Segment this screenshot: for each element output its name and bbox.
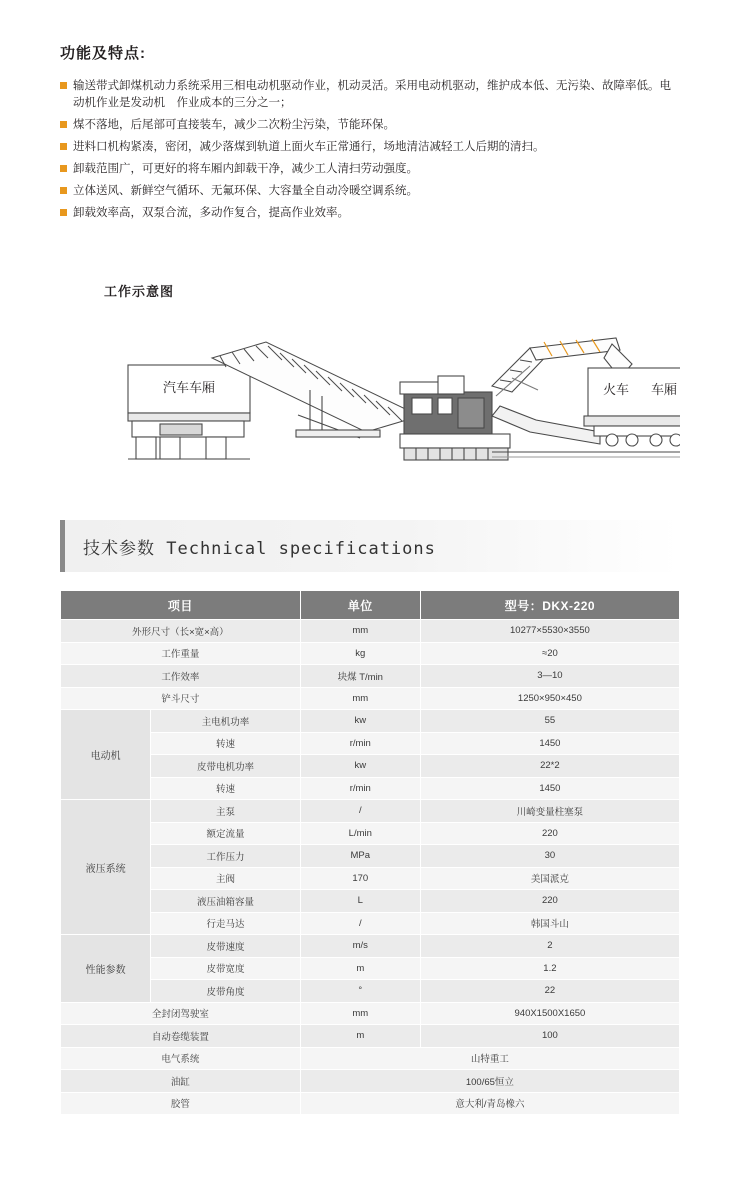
feature-item — [60, 205, 680, 222]
header-model: 型号：DKX-220 — [420, 591, 679, 620]
feature-text: 进料口机构紧凑，密闭，减少落煤到轨道上面火车正常通行，场地清洁减轻工人后期的清扫。 — [73, 141, 545, 153]
feature-text: 立体送风、新鲜空气循环、无氟环保、大容量全自动冷暖空调系统。 — [73, 185, 418, 197]
row-value: 30 — [420, 845, 679, 868]
row-value: 1.2 — [420, 957, 679, 980]
row-unit: kw — [300, 710, 420, 733]
row-item: 皮带速度 — [151, 935, 301, 958]
table-row — [61, 845, 680, 868]
truck-label: 汽车车厢 — [162, 381, 216, 396]
row-item: 主电机功率 — [151, 710, 301, 733]
feature-text: 煤不落地，后尾部可直接装车，减少二次粉尘污染，节能环保。 — [73, 119, 395, 131]
row-value: 韩国斗山 — [420, 912, 679, 935]
row-item: 外形尺寸（长×宽×高） — [61, 620, 301, 643]
row-value: 10277×5530×3550 — [420, 620, 679, 643]
row-value: 55 — [420, 710, 679, 733]
row-unit: 块煤 T/min — [300, 665, 420, 688]
row-value: 940X1500X1650 — [420, 1002, 679, 1025]
row-unit: 170 — [300, 867, 420, 890]
row-unit: r/min — [300, 777, 420, 800]
row-unit: L — [300, 890, 420, 913]
table-row — [61, 1047, 680, 1070]
row-value: 1450 — [420, 732, 679, 755]
header-item: 项目 — [61, 591, 301, 620]
row-item: 主阀 — [151, 867, 301, 890]
banner-accent-bar — [60, 520, 65, 572]
row-value: 100 — [420, 1025, 679, 1048]
row-unit: m — [300, 957, 420, 980]
diagram-heading: 工作示意图 — [104, 284, 175, 299]
row-value: 川崎变量柱塞泵 — [420, 800, 679, 823]
table-row — [61, 687, 680, 710]
row-unit: mm — [300, 620, 420, 643]
row-item: 主泵 — [151, 800, 301, 823]
table-row — [61, 777, 680, 800]
specs-banner — [60, 520, 680, 572]
row-item: 转速 — [151, 777, 301, 800]
row-item: 电气系统 — [61, 1047, 301, 1070]
row-unit: r/min — [300, 732, 420, 755]
bullet-icon — [60, 121, 67, 128]
bullet-icon — [60, 209, 67, 216]
table-row — [61, 867, 680, 890]
table-row — [61, 755, 680, 778]
table-row — [61, 665, 680, 688]
table-row — [61, 1025, 680, 1048]
row-item: 液压油箱容量 — [151, 890, 301, 913]
table-row — [61, 935, 680, 958]
row-value: 1250×950×450 — [420, 687, 679, 710]
row-value: 220 — [420, 890, 679, 913]
header-unit: 单位 — [300, 591, 420, 620]
table-row — [61, 1070, 680, 1093]
feature-item — [60, 161, 680, 178]
train-label-1: 火车 — [602, 383, 630, 398]
working-diagram — [60, 320, 680, 495]
features-list — [60, 78, 680, 227]
feature-item — [60, 117, 680, 134]
row-unit: m/s — [300, 935, 420, 958]
feature-item — [60, 183, 680, 200]
row-item: 皮带电机功率 — [151, 755, 301, 778]
row-value: 100/65恒立 — [300, 1070, 679, 1093]
row-unit: kg — [300, 642, 420, 665]
feature-item — [60, 78, 680, 112]
table-row — [61, 1002, 680, 1025]
row-unit: kw — [300, 755, 420, 778]
table-body — [61, 620, 680, 1115]
row-value: 22 — [420, 980, 679, 1003]
table-row — [61, 732, 680, 755]
bullet-icon — [60, 187, 67, 194]
row-item: 皮带角度 — [151, 980, 301, 1003]
feature-text: 卸载范围广，可更好的将车厢内卸载干净，减少工人清扫劳动强度。 — [73, 163, 418, 175]
row-value: 22*2 — [420, 755, 679, 778]
table-row — [61, 1092, 680, 1115]
table-row — [61, 822, 680, 845]
train-label-2: 车厢 — [650, 383, 678, 398]
row-unit: / — [300, 912, 420, 935]
row-item: 工作重量 — [61, 642, 301, 665]
table-row — [61, 620, 680, 643]
row-item: 油缸 — [61, 1070, 301, 1093]
row-item: 铲斗尺寸 — [61, 687, 301, 710]
row-value: 2 — [420, 935, 679, 958]
table-row — [61, 912, 680, 935]
bullet-icon — [60, 82, 67, 89]
row-unit: ° — [300, 980, 420, 1003]
row-value: 意大利/青岛橡六 — [300, 1092, 679, 1115]
row-group-label: 液压系统 — [61, 800, 151, 935]
row-item: 工作压力 — [151, 845, 301, 868]
row-group-label: 电动机 — [61, 710, 151, 800]
feature-text: 卸载效率高，双泵合流，多动作复合，提高作业效率。 — [73, 207, 349, 219]
feature-item — [60, 139, 680, 156]
row-value: ≈20 — [420, 642, 679, 665]
row-item: 皮带宽度 — [151, 957, 301, 980]
row-unit: L/min — [300, 822, 420, 845]
row-item: 行走马达 — [151, 912, 301, 935]
row-unit: mm — [300, 1002, 420, 1025]
specs-banner-text: 技术参数 Technical specifications — [83, 538, 436, 559]
row-item: 自动卷缆装置 — [61, 1025, 301, 1048]
machine-illustration — [60, 320, 680, 495]
row-unit: MPa — [300, 845, 420, 868]
table-row — [61, 957, 680, 980]
row-group-label: 性能参数 — [61, 935, 151, 1003]
table-row — [61, 980, 680, 1003]
bullet-icon — [60, 143, 67, 150]
bullet-icon — [60, 165, 67, 172]
table-row — [61, 800, 680, 823]
features-heading: 功能及特点: — [60, 45, 146, 62]
row-item: 工作效率 — [61, 665, 301, 688]
row-item: 转速 — [151, 732, 301, 755]
row-value: 220 — [420, 822, 679, 845]
row-item: 全封闭驾驶室 — [61, 1002, 301, 1025]
row-value: 美国派克 — [420, 867, 679, 890]
row-item: 额定流量 — [151, 822, 301, 845]
table-header-row — [61, 591, 680, 620]
table-row — [61, 642, 680, 665]
table-row — [61, 710, 680, 733]
row-value: 山特重工 — [300, 1047, 679, 1070]
row-unit: m — [300, 1025, 420, 1048]
row-unit: mm — [300, 687, 420, 710]
table-row — [61, 890, 680, 913]
feature-text: 输送带式卸煤机动力系统采用三相电动机驱动作业，机动灵活。采用电动机驱动，维护成本低、无污染、故障率低。电动机作业是发动机 作业成本的三分之一； — [73, 80, 671, 109]
row-value: 3—10 — [420, 665, 679, 688]
row-item: 胶管 — [61, 1092, 301, 1115]
specifications-table — [60, 590, 680, 1115]
row-value: 1450 — [420, 777, 679, 800]
row-unit: / — [300, 800, 420, 823]
